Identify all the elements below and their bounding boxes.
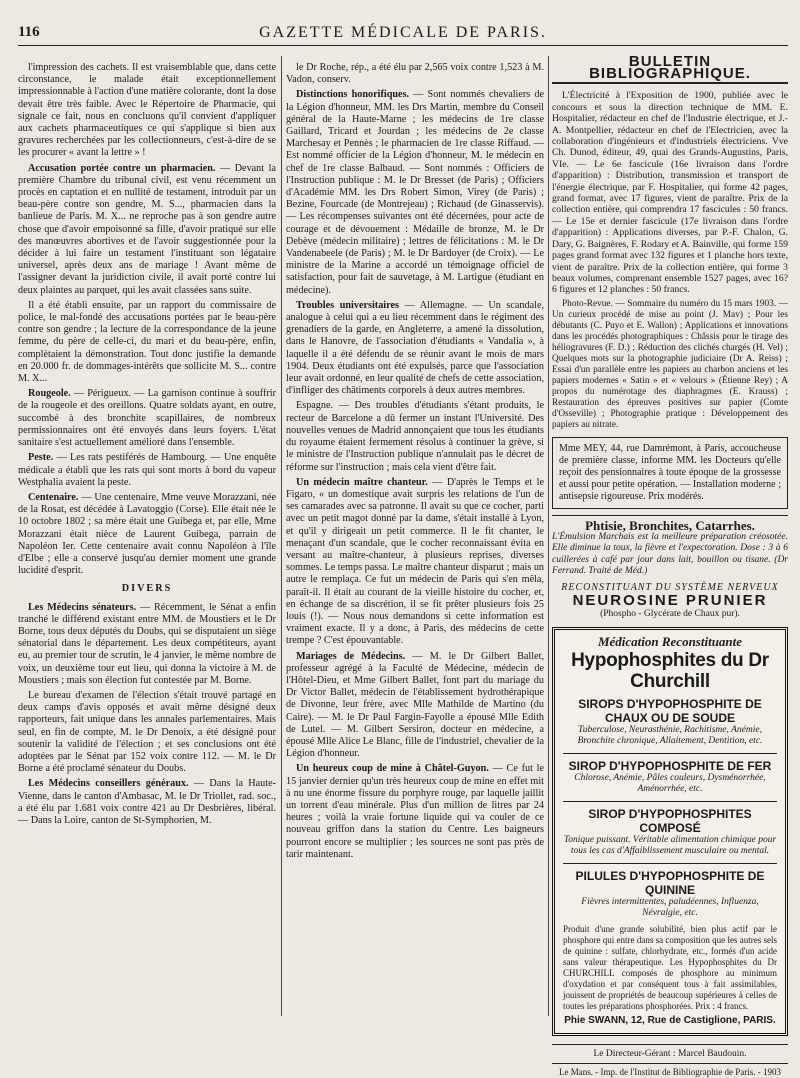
article-heading: Les Médecins sénateurs. (28, 601, 137, 613)
column-left (18, 62, 276, 1017)
ad-product-name: SIROP D'HYPOPHOSPHITE DE FER (568, 758, 772, 773)
page-header (18, 24, 788, 46)
article-paragraph (18, 778, 276, 827)
article-text: — Les rats pestiférés de Hambourg. — Une enquête médicale a établi que les rats qui sont morts à bord du vapeur Westphalia avaient la peste. (18, 452, 276, 488)
article-text: le Dr Roche, rép., a été élu par 2,565 voix contre 1,523 à M. Vadon, conserv. (286, 62, 544, 86)
column-divider-1 (281, 56, 282, 1016)
article-paragraph (286, 62, 544, 86)
journal-title: GAZETTE MÉDICALE DE PARIS. (259, 24, 547, 41)
article-text: — Dans la Haute-Vienne, dans le canton d'Ambasac, M. le Dr Triollet, rad. soc., a été élu par 1.681 voix contre 421 au Dr Desbrières, libéral. — Dans la Loire, canton de St-Symphorien, M. (18, 778, 276, 826)
directeur-gerant: Le Directeur-Gérant : Marcel Baudouin. (552, 1044, 788, 1060)
mey-notice-text: Mme MEY, 44, rue Damrémont, à Paris, accoucheuse de première classe, informe MM. les Docteurs qu'elle reçoit des pensionnaires à toute époque de la grossesse et aussi pour petite opération. — Installation moderne ; antisepsie rigoureuse. Prix modérés. (559, 442, 781, 502)
article-heading: Un médecin maître chanteur. (296, 476, 428, 488)
ad-separator (563, 863, 777, 864)
article-text: — Allemagne. — Un scandale, analogue à celui qui a eu lieu récemment dans le régiment des grenadiers de la garde, en Angleterre, a amené la dissolution, dans le Hanovre, de l'association d'étudiants « Vandalia », à laquelle il a été défendu de se réunir avant le mois de mars 1904. Deux étudiants ont été expulsés, parce que l'association leur avait ordonné, en leur qualité de chefs de cette association, d'infliger des châtiments corporels à deux autres membres. (286, 299, 545, 397)
article-paragraph (286, 651, 544, 761)
article-paragraph (18, 492, 276, 577)
ad-product-name: SIROPS D'HYPOPHOSPHITE DE CHAUX OU DE SOUDE (578, 696, 762, 725)
ad-address: Phie SWANN, 12, Rue de Castiglione, PARIS. (564, 1014, 776, 1026)
phtisie-text: L'Émulsion Marchais est la meilleure préparation créosotée. Elle diminue la toux, la fièvre et l'expectoration. Dose : 3 à 6 cuillerées à café par jour dans lait, bouillon ou tisane. (Dr Ferrand. Traité de Méd.) (552, 531, 788, 577)
article-text: Il a été établi ensuite, par un rapport du commissaire de police, le mal-fondé des accusations portées par le beau-père contre son gendre ; la lecture de la correspondance de la jeune femme, du père de celle-ci, du mari et du beau-père, enfin, complètaient la démonstration. Tout donc justifie la demande en 20.000 fr. de dommages-intérêts que sollicite M. S... contre M. X... (18, 299, 276, 385)
ad-product-desc: Tuberculose, Neurasthénie, Rachitisme, Anémie, Bronchite chronique, Allaitement, Dentition, etc. (577, 724, 763, 747)
ad-product-desc: Chlorose, Anémie, Pâles couleurs, Dysménorrhée, Aménorrhée, etc. (574, 772, 766, 795)
article-heading: Distinctions honorifiques. (296, 89, 410, 101)
article-paragraph (286, 300, 544, 398)
article-paragraph (286, 400, 544, 473)
article-text: — Sont nommés chevaliers de la Légion d'honneur, MM. les Drs Martin, membre du Conseil général de la Haute-Marne ; les médecins de 1re classe Gaillard, Tricard et Jourdan ; les médecins de 2e classe Marchesay et Pennès ; le pharmacien de 1re classe Riffaud. — Est nommé officier de la Légion d'honneur, M. le médecin en chef de 1re classe Balbaud. — Sont nommés : Officiers de l'Instruction publique : M. le Dr Bresset (de Paris) ; Officiers d'Académie MM. les Drs Robert Simon, Virey (de Paris) ; Bezine, Fourcade (de Montrejeau) ; Richaud (de Ginasservis). — Les récompenses suivantes ont été décernées, pour acte de courage et de dévouement : Médaille de bronze, M. le Dr Debève (médecin militaire) ; lettres de félicitations : M. le Dr Vandenabeele (de Paris) ; M. le Dr Bardoyer (de Croix). — Le ministre de la Marine a accordé un témoignage officiel de satisfaction, pour fait de sauvetage, à M. Lartigue (étudiant en médecine). (286, 89, 544, 296)
article-paragraph (18, 602, 276, 687)
ad-product-name: SIROP D'HYPOPHOSPHITES COMPOSÉ (588, 806, 752, 835)
neurosine-desc: (Phospho - Glycérate de Chaux pur). (600, 609, 740, 620)
column-right (552, 53, 788, 1078)
ad-product-desc: Fièvres intermittentes, paludéennes, Influenza, Névralgie, etc. (581, 896, 759, 919)
article-paragraph (18, 690, 276, 775)
article-text: — Une centenaire, Mme veuve Morazzani, née de la Rosat, est décédée à Lavatoggio (Corse). Elle était née le 10 octobre 1802 ; sa mère était une Guibega et, par elle, Mme Morazzani était nièce de Laurent Guibega, parrain de Napoléon Ier. Cette centenaire avait connu Napoléon à l'île d'Elbe ; elle a conservé jusqu'au dernier moment une grande lucidité d'esprit. (18, 491, 276, 577)
ad-separator (563, 753, 777, 754)
article-paragraph (18, 62, 276, 160)
column-divider-2 (548, 56, 549, 1016)
article-heading: Troubles universitaires (296, 299, 399, 311)
ad-footnote: Produit d'une grande solubilité, bien plus actif par le phosphore qui entre dans sa composition que les autres sels de quinine : sulfate, chlorhydrate, etc., formés d'un acide sans valeur thérapeutique. Les Hypophosphites du Dr CHURCHILL composés de phosphore au minimum d'oxydation et par conséquent tous à fait assimilables, jouissent de propriétés de beaucoup supérieures à celles de toutes les préparations phosphorées. Prix : 4 francs. (563, 923, 777, 1011)
mey-notice-box (552, 437, 788, 509)
page-number: 116 (18, 24, 40, 40)
article-heading: Accusation portée contre un pharmacien. (28, 162, 216, 174)
article-paragraph (18, 452, 276, 489)
bulletin-title: BULLETIN BIBLIOGRAPHIQUE. (552, 56, 788, 84)
ad-subtitle: Médication Reconstituante (597, 633, 743, 649)
article-heading: Un heureux coup de mine à Châtel-Guyon. (296, 763, 489, 775)
ad-product-list (563, 697, 777, 920)
column-middle (286, 62, 544, 1017)
article-text: — Ce fut le 15 janvier dernier qu'un très heureux coup de mine en effet mit à nu une énorme fissure du porphyre rouge, par laquelle jaillit un torrent d'eau minérale. Plus d'un million de litres par 24 heures ; voilà la vraie fortune liquide qui va couler de ce nouveau griffon dans la station du Centre. Les baigneurs pourront encore se multiplier ; les sources ne sont pas près de tarir maintenant. (286, 763, 544, 860)
article-text: — D'après le Temps et le Figaro, « un domestique avait surpris les relations de l'un de ses camarades avec sa patronne. Il avait su que ce cocher, parti avec un petit magot donné par la dame, s'était installé à Lyon, et qu'il y dirigeait un petit commerce. Il le fit chanter, le menaçant d'un scandale, que le cocher reconnaissant évita en versant au maître-chanteur, à plusieurs reprises, diverses sommes. Le temps passa. Le maître chanteur disparut ; mais un autre le remplaça. Ce fut un médecin de Paris qui s'en mêla, paraît-il. Il était au courant de la vieille histoire du cocher, et, en échange de sa discrétion, il se fit prêter plusieurs fois 25 louis (!). — Nous nous demandons si cette information est vraiment exacte. Il y a donc, à Paris, des médecins de cette trempe ? C'est épouvantable. (286, 476, 545, 647)
section-divers-heading: DIVERS (121, 583, 173, 595)
ad-separator (563, 801, 777, 802)
ad-product-name: PILULES D'HYPOPHOSPHITE DE QUININE (575, 868, 765, 897)
article-paragraph (286, 89, 544, 296)
reconstituant-line: RECONSTITUANT DU SYSTÈME NERVEUX (561, 581, 779, 593)
ad-main-title: Hypophosphites du Dr Churchill (571, 649, 769, 692)
ad-product-desc: Tonique puissant. Véritable alimentation chimique pour tous les cas d'Affaiblissement musculaire ou mental. (563, 834, 777, 857)
article-heading: Mariages de Médecins. (296, 650, 406, 662)
churchill-advertisement (552, 627, 788, 1036)
article-text: Le bureau d'examen de l'élection s'était trouvé partagé en deux camps d'avis opposés et avait même désigné deux rapporteurs, fait unique dans les annales parlementaires. Mais seul, en fin de compte, M. le Dr Denoix, a été désigné pour soutenir la validité de l'élection ; et ses conclusions ont été adoptées par le Sénat par 152 voix contre 112. — M. le Dr Borne a été proclamé sénateur du Doubs. (18, 689, 276, 775)
article-paragraph (18, 163, 276, 297)
article-text: Espagne. — Des troubles d'étudiants s'étant produits, le recteur de Barcelone a dû fermer un instant l'Université. Des nouvelles venues de Madrid annonçaient que tous les étudiants du royaume étaient fermement résolus à continuer la grève, si le ministre de l'Instruction publique n'annulait pas le décret de réforme sur l'instruction ; mais cela vient d'être fait. (286, 400, 544, 473)
article-paragraph (286, 763, 544, 861)
article-text: — Périgueux. — La garnison continue à souffrir de la rougeole et des oreillons. Quatre soldats ayant, en outre, succombé à des bronchite scapillaires, de nombreux permissionnaires ont été envoyés dans leurs foyers. L'état sanitaire s'est actuellement amélioré dans l'ensemble. (18, 388, 276, 449)
neurosine-name: NEUROSINE PRUNIER (572, 592, 768, 610)
article-heading: Peste. (28, 452, 54, 464)
article-text: — M. le Dr Gilbert Ballet, professeur agrégé à la Faculté de Médecine, médecin de l'Hôtel-Dieu, et Mme Gilbert Ballet, font part du mariage du Dr Victor Ballet, médecin de l'établissement hydrothérapique de Divonne, leur frère, avec Mlle Mathilde de Martino (du Caire). — M. le Dr Paul Fargin-Fayolle a épousé Mlle Edith de Lutel. — M. Gilbert Sersiron, docteur en médecine, a épousé Mlle Alice Le Blanc, fille de l'industriel, chevalier de la Légion d'honneur. (286, 650, 544, 760)
article-paragraph (18, 388, 276, 449)
article-heading: Les Médecins conseillers généraux. (28, 778, 189, 790)
electricite-notice: L'Électricité à l'Exposition de 1900, publiée avec le concours et sous la direction technique de MM. E. Hospitalier, rédacteur en chef de l'Industrie électrique, et J.-A. Montpellier, rédacteur en chef de l'Electricien, avec la collaboration d'ingénieurs et d'industriels électriciens. Vve Ch. Dunod, éditeur, 49, quai des Grands-Augustins, Paris, VIe. — Le 6e fascicule (16e livraison dans l'ordre d'apparition) : Distribution, transmission et transport de l'énergie électrique, par F. Hospitalier, qui forme 42 pages, grand format, avec 17 figures, vient de paraître. Prix de la collection entière, qui comprendra 17 fascicules : 50 francs. — Le 15e et dernier fascicule (17e livraison dans l'ordre d'apparition) : Applications diverses, par P.-F. Chalon, G. Dary, G. Baignères, F. Rodary et A. Bainville, qui forme 159 pages grand format avec 132 figures et 1 planche hors texte, vient de paraître. Prix de la collection entière, qui forme 3 beaux volumes, comprenant ensemble 1527 pages, avec 16?6 figures et 12 planches : 50 francs. (552, 90, 788, 296)
article-heading: Centenaire. (28, 491, 79, 503)
article-heading: Rougeole. (28, 388, 71, 400)
article-text: l'impression des cachets. Il est vraisemblable que, dans cette circonstance, le malade était exceptionnellement impressionnable à l'action d'une matière colorante, dont la dose devait être très faible. Avec le Répertoire de Pharmacie, qui signale ce fait, nous en concluons qu'il convient d'appliquer aux cachets pharmaceutiques ce qui s'applique si bien aux gravures recherchées par les collectionneurs, c'est-à-dire de se les procurer « avant la lettre » ! (18, 62, 276, 159)
article-text: — Devant la première Chambre du tribunal civil, est venu récemment un procès en captation et en nullité de testament, introduit par un beau-père contre son gendre, M. S..., pharmacien dans la banlieue de Paris. M. X... ne reproche pas à son gendre autre chose que d'avoir empoisonné sa fille, d'avoir pratiqué sur elle des manœuvres abortives et de l'avoir suggestionnée pour la décider à lui faire un testament l'instituant son légataire universel, après deux ans de mariage ! Avant même de l'assigner devant la juridiction civile, il avait porté contre lui deux plaintes au parquet, qui les avait classées sans suite. (18, 162, 276, 296)
header-rule (18, 45, 788, 46)
article-paragraph (18, 300, 276, 385)
photo-revue-notice: Photo-Revue. — Sommaire du numéro du 15 mars 1903. — Un curieux procédé de mise au point (J. Mav) ; Pour les débutants (C. Puyo et E. Wallon) ; Applications et innovations dans les procédés photographiques : Châssis pour le tirage des héliogravures (F. D.) ; Réduction des clichés chargés (H. Vel) ; Quelques mots sur la photographie judiciaire (Dr A. Reiss) ; Essai d'un parallèle entre les papiers au charbon anciens et les papiers modernes « Satin » et « velours » (Étienne Rey) ; A propos du numérotage des diaphragmes (E. Krauss) ; Restauration des épreuves positives sur papier (Comte d'Osseville) ; Photographie pratique : Développement des papiers au nitrate. (552, 298, 788, 430)
imprimeur-line: Le Mans. - Imp. de l'Institut de Bibliographie de Paris. - 1903 (552, 1063, 788, 1078)
article-paragraph (286, 477, 544, 648)
phtisie-title: Phtisie, Bronchites, Catarrhes. (552, 515, 788, 532)
article-text: — Récemment, le Sénat a enfin tranché le différend existant entre MM. de Moustiers et le Dr Borne, tous deux députés du Doubs, qui se disputaient un siège sénatorial dans le département. Les deux compétiteurs, ayant eu, au premier tour de scrutin, le 4 janvier, le même nombre de voix, un deuxième tour eut lieu, qui donna la victoire à M. de Moustiers ; mais son élection fut contestée par M. Borne. (18, 601, 277, 686)
